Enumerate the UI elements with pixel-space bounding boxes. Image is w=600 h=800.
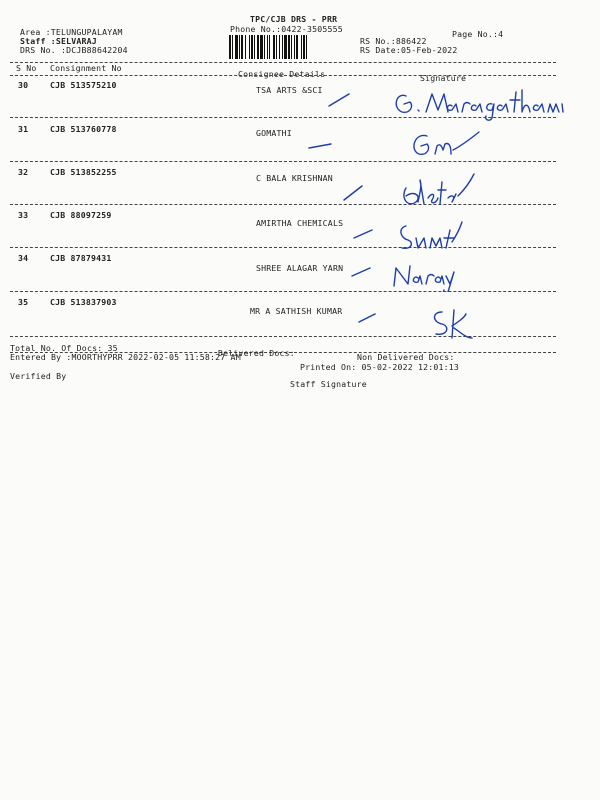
signature-g-maragathamani	[388, 82, 566, 122]
drs-number: DRS No. :DCJB88642204	[20, 45, 128, 55]
rs-number: RS No.:886422	[360, 36, 427, 46]
row-32-consignee: C BALA KRISHNAN	[256, 173, 333, 183]
rs-date: RS Date:05-Feb-2022	[360, 45, 458, 55]
column-sno: S No	[16, 63, 37, 73]
page-number: Page No.:4	[452, 29, 504, 39]
entered-by: Entered By :MOORTHYPRR 2022-02-05 11:58:27 AM	[10, 352, 241, 362]
row-divider	[10, 291, 556, 292]
row-31-consignment: CJB 513760778	[50, 124, 117, 134]
header-divider-bottom	[10, 75, 556, 76]
row-30-consignee: TSA ARTS &SCI	[256, 85, 323, 95]
row-30-consignment: CJB 513575210	[50, 80, 117, 90]
phone-number: Phone No.:0422-3505555	[230, 24, 343, 34]
row-30-sno: 30	[18, 80, 29, 90]
tick-mark-icon	[325, 90, 355, 110]
column-consignee: Consignee Details	[238, 69, 326, 79]
row-32-consignment: CJB 513852255	[50, 167, 117, 177]
row-34-consignment: CJB 87879431	[50, 253, 112, 263]
row-34-consignee: SHREE ALAGAR YARN	[256, 263, 344, 273]
row-35-sno: 35	[18, 297, 29, 307]
staff-signature: Staff Signature	[290, 379, 367, 389]
tick-mark-icon	[355, 308, 381, 326]
area-label: Area :TELUNGUPALAYAM	[20, 27, 123, 37]
tick-mark-icon	[340, 182, 370, 204]
column-signature: Signature	[420, 73, 467, 83]
signature-shree-alagar-yarn	[388, 252, 458, 292]
row-33-sno: 33	[18, 210, 29, 220]
tick-mark-icon	[348, 262, 376, 282]
row-31-consignee: GOMATHI	[256, 128, 292, 138]
row-32-sno: 32	[18, 167, 29, 177]
row-35-consignee: MR A SATHISH KUMAR	[250, 306, 343, 316]
row-31-sno: 31	[18, 124, 29, 134]
verified-by: Verified By	[10, 371, 67, 381]
barcode	[228, 35, 353, 59]
row-34-sno: 34	[18, 253, 29, 263]
signature-sathish-kumar	[428, 306, 478, 344]
document-title: TPC/CJB DRS - PRR	[250, 14, 338, 24]
signature-bala-krishnan	[398, 168, 478, 214]
row-33-consignee: AMIRTHA CHEMICALS	[256, 218, 344, 228]
printed-on: Printed On: 05-02-2022 12:01:13	[300, 362, 460, 372]
row-33-consignment: CJB 88097259	[50, 210, 112, 220]
row-35-consignment: CJB 513837903	[50, 297, 117, 307]
total-docs: Total No. Of Docs: 35	[10, 343, 118, 353]
signature-gomathi	[405, 126, 485, 162]
tick-mark-icon	[350, 224, 378, 244]
non-delivered-docs: Non Delivered Docs:	[357, 352, 455, 362]
delivered-docs: Delivered Docs:	[218, 348, 295, 358]
staff-label: Staff :SELVARAJ	[20, 36, 97, 46]
tick-mark-icon	[305, 136, 335, 152]
column-consignment: Consignment No	[50, 63, 122, 73]
row-divider	[10, 247, 556, 248]
